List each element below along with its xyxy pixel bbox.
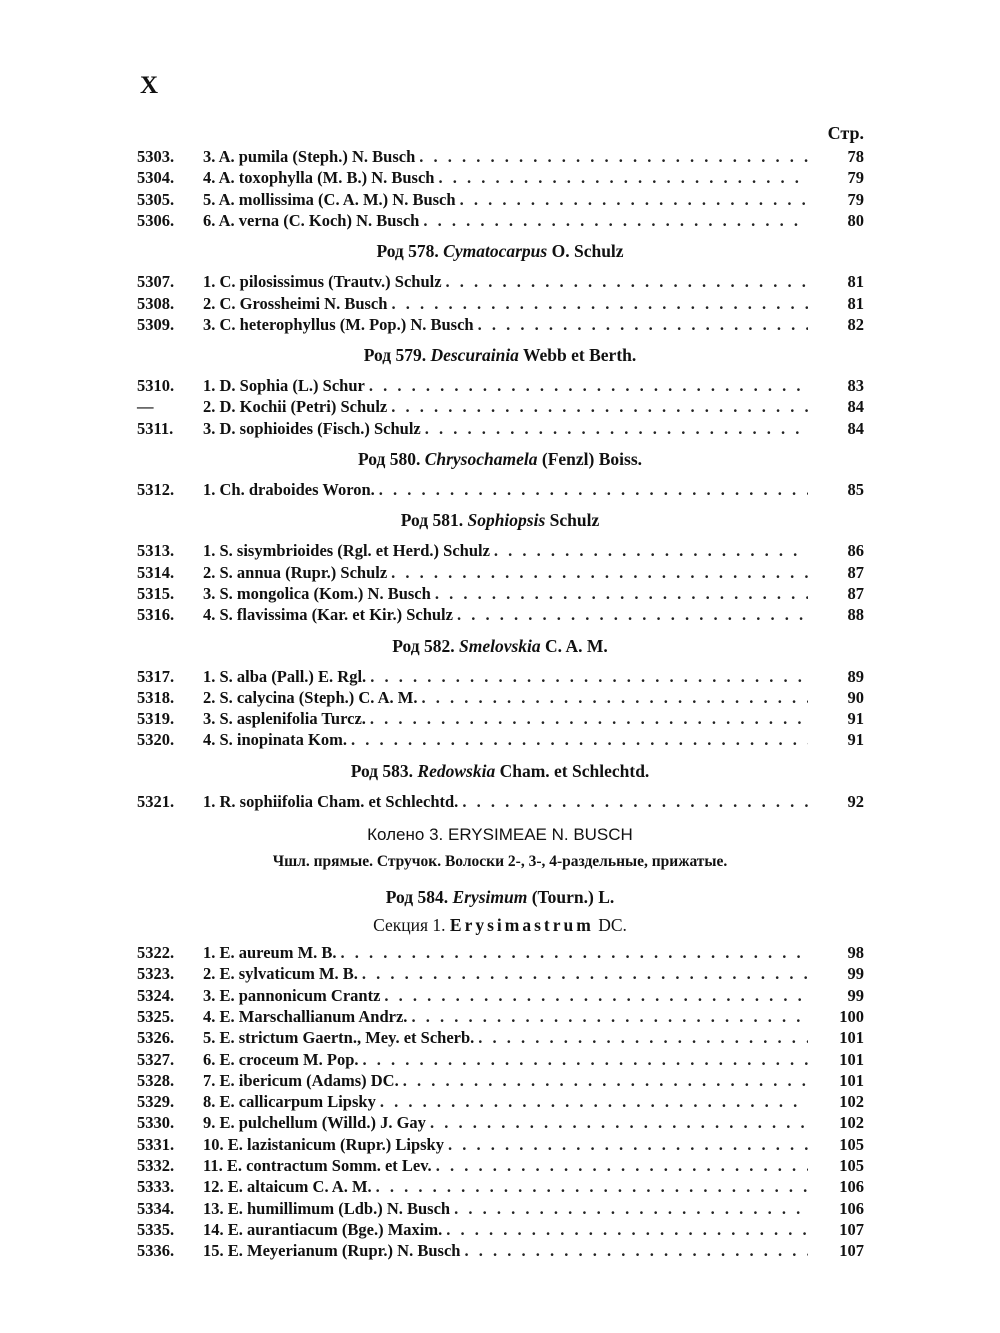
page-number: 87	[847, 562, 864, 582]
species-entry	[203, 604, 808, 625]
page-number: 81	[847, 293, 864, 313]
species-number: 5307.	[137, 272, 175, 292]
page-number: 106	[839, 1198, 864, 1218]
species-entry	[203, 1219, 808, 1240]
species-entry	[203, 666, 808, 687]
species-entry	[203, 396, 808, 417]
toc-row	[0, 1049, 1000, 1070]
genus-heading	[0, 344, 1000, 366]
species-entry	[203, 583, 808, 604]
species-name: 1. Ch. draboides Woron.	[203, 480, 375, 499]
leader-dots	[435, 583, 808, 604]
leader-dots	[384, 985, 808, 1006]
page-number: 84	[847, 418, 864, 438]
page-number: 101	[839, 1049, 864, 1069]
leader-dots	[376, 1176, 808, 1197]
leader-dots	[403, 1070, 808, 1091]
species-number: 5304.	[137, 168, 175, 188]
genus-heading	[0, 760, 1000, 782]
species-number: 5311.	[137, 418, 174, 438]
species-number: 5327.	[137, 1049, 175, 1069]
species-number: 5334.	[137, 1198, 175, 1218]
species-entry	[203, 1176, 808, 1197]
page-number: 100	[839, 1006, 864, 1026]
leader-dots	[380, 1091, 808, 1112]
species-name: 3. E. pannonicum Crantz	[203, 985, 381, 1005]
toc-row	[0, 708, 1000, 729]
toc-row	[0, 1219, 1000, 1240]
toc-row	[0, 985, 1000, 1006]
toc-row	[0, 1006, 1000, 1027]
species-entry	[203, 167, 808, 188]
leader-dots	[478, 1027, 808, 1048]
species-number: 5310.	[137, 376, 175, 396]
species-number: 5315.	[137, 583, 175, 603]
toc-row	[0, 963, 1000, 984]
species-number: 5318.	[137, 687, 175, 707]
page-number: 85	[847, 480, 864, 499]
species-entry	[203, 418, 808, 439]
tribe-title: Колено 3. ERYSIMEAE N. BUSCH	[367, 825, 633, 844]
toc-row	[0, 146, 1000, 167]
page-number: 105	[839, 1134, 864, 1154]
species-entry	[203, 314, 808, 335]
species-name: 10. E. lazistanicum (Rupr.) Lipsky	[203, 1134, 444, 1154]
species-name: 6. A. verna (C. Koch) N. Busch	[203, 210, 420, 230]
toc-row	[0, 375, 1000, 396]
species-name: 5. E. strictum Gaertn., Mey. et Scherb.	[203, 1028, 475, 1048]
toc-row	[0, 479, 1000, 500]
toc-row	[0, 1112, 1000, 1133]
page-number: 91	[847, 709, 864, 729]
toc-row	[0, 942, 1000, 963]
species-name: 2. S. annua (Rupr.) Schulz	[203, 562, 388, 582]
toc-row	[0, 210, 1000, 231]
page-number: 105	[839, 1156, 864, 1175]
species-name: 1. E. aureum M. B.	[203, 943, 337, 962]
species-name: 15. E. Meyerianum (Rupr.) N. Busch	[203, 1241, 461, 1261]
leader-dots	[448, 1134, 808, 1155]
species-entry	[203, 1155, 808, 1176]
leader-dots	[362, 963, 808, 984]
page-roman-numeral: X	[140, 72, 159, 99]
species-number: 5308.	[137, 293, 175, 313]
toc-row	[0, 271, 1000, 292]
page-number: 80	[847, 210, 864, 230]
species-name: 1. S. sisymbrioides (Rgl. et Herd.) Schulz	[203, 541, 490, 561]
genus-number: Род 578.	[376, 241, 439, 262]
leader-dots	[464, 1240, 808, 1261]
species-name: 8. E. callicarpum Lipsky	[203, 1092, 376, 1112]
page-number: 79	[847, 168, 864, 188]
leader-dots	[494, 540, 808, 561]
genus-author: Webb et Berth.	[523, 345, 637, 366]
leader-dots	[438, 167, 808, 188]
genus-latin-name: Chrysochamela	[424, 449, 538, 469]
leader-dots	[460, 189, 808, 210]
leader-dots	[379, 479, 808, 500]
species-entry	[203, 1240, 808, 1261]
species-entry	[203, 708, 808, 729]
species-name: 2. D. Kochii (Petri) Schulz	[203, 397, 388, 417]
species-number: 5321.	[137, 791, 175, 811]
genus-latin-name: Redowskia	[417, 760, 496, 781]
leader-dots	[430, 1112, 808, 1133]
genus-author: C. A. M.	[545, 635, 608, 656]
page-number: 88	[847, 605, 864, 625]
leader-dots	[457, 604, 808, 625]
species-name: 2. E. sylvaticum M. B.	[203, 964, 358, 984]
genus-number: Род 583.	[350, 760, 414, 781]
page-column-header: Стр.	[827, 123, 864, 143]
species-entry	[203, 210, 808, 231]
section-prefix: Секция 1.	[373, 915, 446, 935]
toc-row	[0, 1091, 1000, 1112]
species-number: 5331.	[137, 1134, 175, 1154]
species-number: 5335.	[137, 1219, 175, 1239]
toc-row	[0, 729, 1000, 750]
leader-dots	[391, 396, 808, 417]
genus-latin-name: Erysimum	[452, 887, 528, 907]
tribe-description: Чшл. прямые. Стручок. Волоски 2-, 3-, 4-раздельные, прижатые.	[272, 853, 728, 870]
species-name: 6. E. croceum M. Pop.	[203, 1049, 359, 1069]
species-number: 5309.	[137, 314, 175, 334]
toc-row	[0, 418, 1000, 439]
genus-author: Schulz	[549, 510, 600, 531]
species-entry	[203, 189, 808, 210]
toc-row	[0, 167, 1000, 188]
species-entry	[203, 963, 808, 984]
species-name: 1. C. pilosissimus (Trautv.) Schulz	[203, 272, 442, 292]
page-number: 101	[839, 1070, 864, 1090]
page-number: 79	[847, 189, 864, 209]
genus-heading	[0, 635, 1000, 657]
page-number: 101	[839, 1028, 864, 1048]
species-entry	[203, 1006, 808, 1027]
species-name: 4. S. inopinata Kom.	[203, 730, 347, 750]
page-number: 86	[847, 541, 864, 561]
page-number: 82	[847, 314, 864, 334]
page-number: 98	[847, 943, 864, 962]
species-number: 5330.	[137, 1113, 175, 1133]
species-entry	[203, 562, 808, 583]
species-number: —	[137, 397, 154, 417]
toc-row	[0, 1027, 1000, 1048]
leader-dots	[436, 1155, 808, 1176]
genus-heading	[0, 886, 1000, 908]
species-name: 2. C. Grossheimi N. Busch	[203, 293, 388, 313]
genus-latin-name: Cymatocarpus	[443, 241, 548, 262]
species-name: 1. S. alba (Pall.) E. Rgl.	[203, 666, 367, 686]
species-name: 3. S. mongolica (Kom.) N. Busch	[203, 583, 431, 603]
species-number: 5313.	[137, 541, 175, 561]
genus-number: Род 584.	[385, 887, 449, 907]
page-number: 107	[839, 1241, 864, 1261]
leader-dots	[422, 687, 809, 708]
species-number: 5312.	[137, 480, 175, 499]
section-name: Erysimastrum	[449, 915, 594, 935]
leader-dots	[423, 210, 808, 231]
genus-author: Cham. et Schlechtd.	[499, 760, 650, 781]
species-number: 5320.	[137, 730, 175, 750]
species-name: 4. E. Marschallianum Andrz.	[203, 1006, 408, 1026]
page-number: 106	[839, 1177, 864, 1197]
species-name: 3. D. sophioides (Fisch.) Schulz	[203, 418, 421, 438]
species-entry	[203, 540, 808, 561]
section-heading	[0, 914, 1000, 936]
genus-latin-name: Descurainia	[430, 345, 519, 366]
genus-number: Род 580.	[357, 449, 421, 469]
species-name: 13. E. humillimum (Ldb.) N. Busch	[203, 1198, 451, 1218]
species-entry	[203, 942, 808, 963]
toc-row	[0, 396, 1000, 417]
toc-row	[0, 1176, 1000, 1197]
leader-dots	[446, 1219, 808, 1240]
species-number: 5305.	[137, 189, 175, 209]
genus-latin-name: Sophiopsis	[467, 510, 546, 531]
species-name: 14. E. aurantiacum (Bge.) Maxim.	[203, 1219, 443, 1239]
leader-dots	[351, 729, 808, 750]
page-number: 102	[839, 1113, 864, 1133]
page-number: 91	[847, 730, 864, 750]
species-name: 11. E. contractum Somm. et Lev.	[203, 1156, 432, 1175]
page-number: 99	[847, 964, 864, 984]
genus-author: (Fenzl) Boiss.	[541, 449, 643, 469]
species-entry	[203, 479, 808, 500]
leader-dots	[454, 1198, 808, 1219]
genus-latin-name: Smelovskia	[458, 635, 541, 656]
species-name: 3. S. asplenifolia Turcz.	[203, 709, 366, 729]
toc-row	[0, 1155, 1000, 1176]
toc-row	[0, 293, 1000, 314]
genus-number: Род 581.	[400, 510, 464, 531]
toc-row	[0, 687, 1000, 708]
species-entry	[203, 146, 808, 167]
species-number: 5325.	[137, 1006, 175, 1026]
species-number: 5314.	[137, 562, 175, 582]
species-name: 5. A. mollissima (C. A. M.) N. Busch	[203, 189, 456, 209]
page-number: 107	[839, 1219, 864, 1239]
toc-row	[0, 1134, 1000, 1155]
page-number: 90	[847, 687, 864, 707]
genus-heading	[0, 509, 1000, 531]
genus-number: Род 579.	[363, 345, 427, 366]
species-entry	[203, 1070, 808, 1091]
toc-row	[0, 1070, 1000, 1091]
leader-dots	[391, 562, 808, 583]
leader-dots	[478, 314, 808, 335]
toc-row	[0, 562, 1000, 583]
species-entry	[203, 1049, 808, 1070]
species-name: 3. A. pumila (Steph.) N. Busch	[203, 147, 416, 166]
species-entry	[203, 791, 808, 812]
leader-dots	[419, 146, 808, 167]
species-name: 4. A. toxophylla (M. B.) N. Busch	[203, 168, 435, 188]
species-entry	[203, 1112, 808, 1133]
species-number: 5316.	[137, 605, 175, 625]
page-number: 84	[847, 397, 864, 417]
species-entry	[203, 687, 808, 708]
species-name: 1. D. Sophia (L.) Schur	[203, 376, 365, 396]
genus-heading	[0, 448, 1000, 470]
species-number: 5303.	[137, 147, 175, 166]
page-number: 102	[839, 1092, 864, 1112]
leader-dots	[370, 708, 808, 729]
species-number: 5317.	[137, 666, 175, 686]
page-number: 83	[847, 376, 864, 396]
toc-row	[0, 540, 1000, 561]
page-number: 99	[847, 985, 864, 1005]
species-number: 5328.	[137, 1070, 175, 1090]
toc-row	[0, 1240, 1000, 1261]
species-entry	[203, 1027, 808, 1048]
species-number: 5319.	[137, 709, 175, 729]
toc-row	[0, 666, 1000, 687]
genus-heading	[0, 240, 1000, 262]
page-number: 92	[847, 791, 864, 811]
toc-row	[0, 314, 1000, 335]
toc-row	[0, 604, 1000, 625]
genus-author: O. Schulz	[551, 241, 624, 262]
species-name: 4. S. flavissima (Kar. et Kir.) Schulz	[203, 605, 453, 625]
toc-row	[0, 1198, 1000, 1219]
species-entry	[203, 293, 808, 314]
species-name: 1. R. sophiifolia Cham. et Schlechtd.	[203, 791, 459, 811]
species-entry	[203, 375, 808, 396]
page-number: 78	[847, 147, 864, 166]
leader-dots	[446, 271, 808, 292]
species-name: 2. S. calycina (Steph.) C. A. M.	[203, 687, 418, 707]
species-entry	[203, 985, 808, 1006]
leader-dots	[462, 791, 808, 812]
species-entry	[203, 729, 808, 750]
page-number: 81	[847, 272, 864, 292]
species-entry	[203, 1091, 808, 1112]
species-number: 5336.	[137, 1241, 175, 1261]
genus-author: (Tourn.) L.	[531, 887, 615, 907]
species-name: 9. E. pulchellum (Willd.) J. Gay	[203, 1113, 426, 1133]
species-name: 3. C. heterophyllus (M. Pop.) N. Busch	[203, 314, 474, 334]
page-number: 89	[847, 666, 864, 686]
leader-dots	[425, 418, 808, 439]
leader-dots	[369, 375, 808, 396]
leader-dots	[341, 942, 808, 963]
species-entry	[203, 1134, 808, 1155]
section-author: DC.	[598, 915, 627, 935]
species-number: 5306.	[137, 210, 175, 230]
leader-dots	[411, 1006, 808, 1027]
toc-row	[0, 583, 1000, 604]
species-number: 5333.	[137, 1177, 175, 1197]
page-number: 87	[847, 583, 864, 603]
species-entry	[203, 271, 808, 292]
species-name: 12. E. altaicum C. A. M.	[203, 1177, 372, 1197]
leader-dots	[363, 1049, 808, 1070]
leader-dots	[370, 666, 808, 687]
leader-dots	[391, 293, 808, 314]
species-number: 5322.	[137, 943, 175, 962]
species-number: 5326.	[137, 1028, 175, 1048]
species-number: 5332.	[137, 1156, 175, 1175]
species-number: 5324.	[137, 985, 175, 1005]
toc-row	[0, 189, 1000, 210]
species-name: 7. E. ibericum (Adams) DC.	[203, 1070, 399, 1090]
species-number: 5323.	[137, 964, 175, 984]
genus-number: Род 582.	[392, 635, 455, 656]
species-number: 5329.	[137, 1092, 175, 1112]
toc-row	[0, 791, 1000, 812]
species-entry	[203, 1198, 808, 1219]
